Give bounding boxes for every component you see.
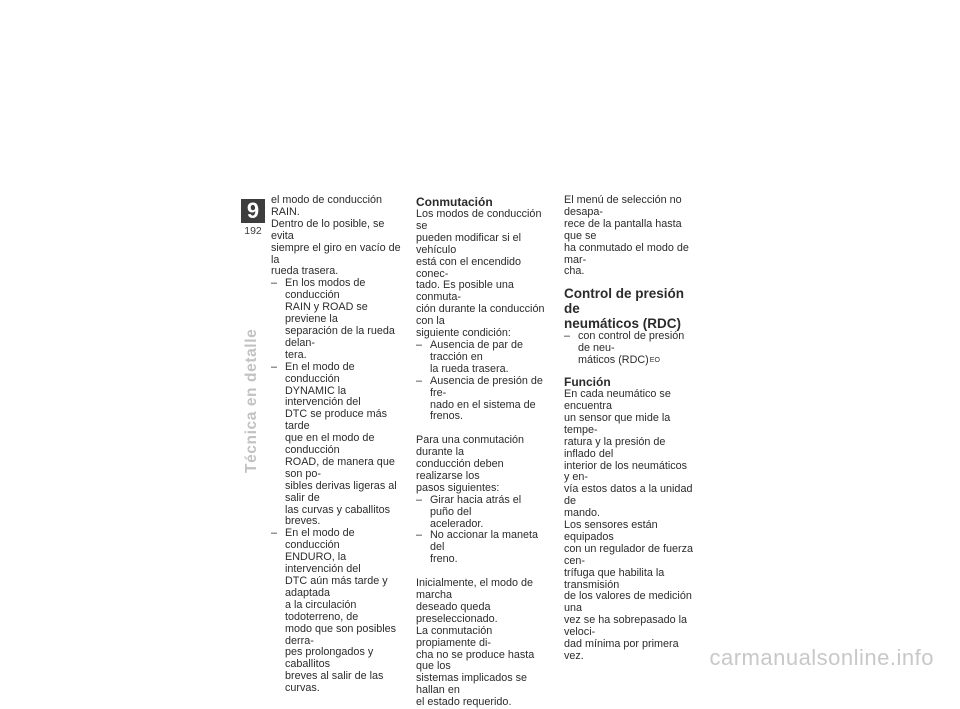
text-line: DTC aún más tarde y adaptada [285,575,388,599]
heading-rdc [564,286,694,331]
text-line: Los modos de conducción se [416,208,542,232]
text-line: siguiente condición: [416,327,511,340]
column-2 [416,195,546,709]
list-item [416,340,546,376]
col2-paragraph-2 [416,435,546,495]
text-line: separación de la rueda delan- [285,324,395,349]
option-tag: EO [649,357,660,365]
heading-line: neumáticos (RDC) [564,316,682,332]
text-line: acelerador. [430,517,484,530]
list-item [416,530,546,566]
text-line: breves al salir de las curvas. [285,670,384,695]
col2-paragraph-3 [416,578,546,709]
text-line: conducción deben realizarse los [416,458,504,482]
text-line: Ausencia de par de tracción en [430,338,524,363]
text-line: En el modo de conducción [285,527,355,552]
text-line: sistemas implicados se hallan en [416,672,528,697]
col3-paragraph-2 [564,389,694,520]
text-line: Ausencia de presión de fre- [430,374,543,399]
list-item [271,362,401,529]
column-1 [271,195,401,695]
watermark: carmanualsonline.info [709,645,934,670]
text-line: vía estos datos a la unidad de [564,483,693,508]
text-line: ha conmutado el modo de mar- [564,241,689,266]
col1-intro [271,195,401,278]
heading-conmutacion: Conmutación [416,195,493,209]
text-line: está con el encendido conec- [416,255,522,280]
list-item [271,278,401,361]
text-line: ratura y la presión de inflado del [564,435,666,460]
list-item [564,331,694,367]
text-line: el modo de conducción RAIN. [271,194,383,218]
text-line: RAIN y ROAD se previene la [285,301,368,326]
text-line: que en el modo de conducción [285,432,375,457]
text-line: ENDURO, la intervención del [285,551,361,576]
list-item [416,495,546,531]
text-line: con un regulador de fuerza cen- [564,542,694,567]
text-line: tado. Es posible una conmuta- [416,279,514,304]
text-line: pueden modificar si el vehículo [416,231,522,256]
col3-paragraph-1 [564,195,694,278]
column-3 [564,195,694,663]
text-line: siempre el giro en vacío de la [271,241,401,266]
text-line: sibles derivas ligeras al salir de [285,479,397,504]
section-title: Técnica en detalle [243,328,260,473]
text-line: Dentro de lo posible, se evita [271,217,385,242]
list-item [416,376,546,424]
text-line: a la circulación todoterreno, de [285,598,359,623]
text-line: pasos siguientes: [416,481,500,494]
text-line: DYNAMIC la intervención del [285,384,361,409]
text-line: ROAD, de manera que son po- [285,455,395,480]
section-title-wrap [241,243,265,473]
text-line: cha. [564,265,585,278]
text-line: cha no se produce hasta que los [416,648,535,673]
text-line: trífuga que habilita la transmisión [564,566,665,591]
text-line: No accionar la maneta del [430,529,539,554]
text-line: interior de los neumáticos y en- [564,459,688,484]
text-line: DTC se produce más tarde [285,408,388,433]
text-line: las curvas y caballitos breves. [285,503,391,528]
text-line: El menú de selección no desapa- [564,194,682,218]
text-line: un sensor que mide la tempe- [564,411,671,436]
text-line: deseado queda preseleccionado. [416,600,498,625]
text-line: Inicialmente, el modo de marcha [416,577,534,601]
text-line: dad mínima por primera vez. [564,638,679,662]
text-line: En el modo de conducción [285,360,355,385]
text-line: con control de presión de neu- [578,330,685,355]
text-line: La conmutación propiamente di- [416,624,493,649]
text-line: rueda trasera. [271,265,339,278]
text-line: vez se ha sobrepasado la veloci- [564,614,688,639]
text-line: de los valores de medición una [564,590,692,615]
text-line: Los sensores están equipados [564,519,658,543]
heading-line: Control de presión de [564,286,685,317]
col3-paragraph-3 [564,520,694,663]
text-line: tera. [285,348,307,361]
list-item [271,528,401,695]
col2-paragraph-1 [416,209,546,340]
text-line: freno. [430,553,458,566]
text-line: modo que son posibles derra- [285,622,397,647]
text-line: mando. [564,507,601,520]
text-line: ción durante la conducción con la [416,303,545,328]
text-line: rece de la pantalla hasta que se [564,217,682,242]
text-line: En los modos de conducción [285,277,366,302]
text-line: En cada neumático se encuentra [564,388,671,412]
page-number: 192 [244,225,262,237]
heading-funcion: Función [564,375,611,390]
text-line: Girar hacia atrás el puño del [430,493,522,518]
text-line: máticos (RDC) [578,354,649,367]
text-line: pes prolongados y caballitos [285,646,374,671]
text-line: Para una conmutación durante la [416,434,525,459]
text-line: el estado requerido. [416,696,512,709]
text-line: nado en el sistema de frenos. [430,398,536,423]
chapter-number: 9 [241,199,265,223]
text-line: la rueda trasera. [430,362,509,375]
